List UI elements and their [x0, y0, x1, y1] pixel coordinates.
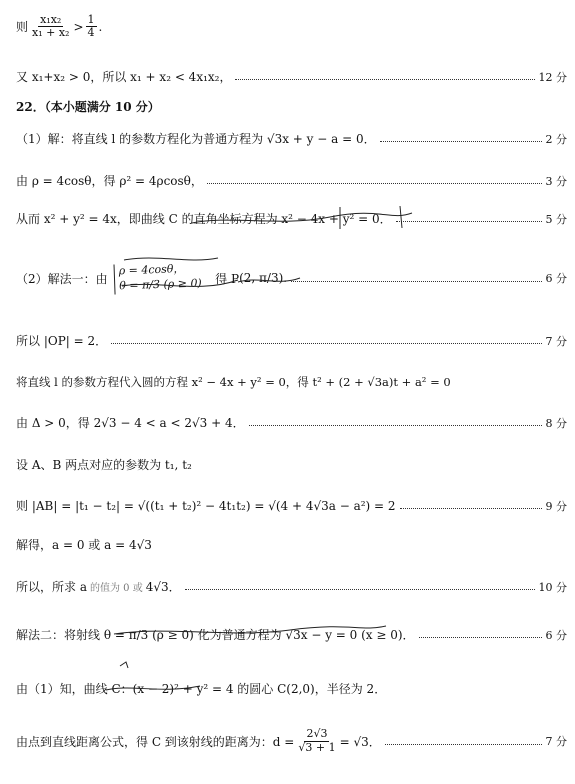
- line-14: [16, 578, 567, 595]
- line-11-text: 设 A、B 两点对应的参数为 t₁, t₂: [16, 458, 192, 472]
- line-17-a: 由点到直线距离公式，得 C 到该射线的距离为：d =: [16, 734, 295, 749]
- score-2: 2 分: [545, 132, 567, 146]
- leader-dots: [249, 425, 542, 426]
- line-11: [16, 456, 567, 473]
- line-17: [16, 724, 567, 758]
- score-9: 9 分: [545, 499, 567, 513]
- leader-dots: [400, 508, 542, 509]
- point-p: (2, π/3): [239, 271, 284, 285]
- line-17-b: = √3．: [339, 734, 381, 749]
- line-13: [16, 536, 567, 553]
- leader-dots: [385, 744, 542, 745]
- question-22-heading: [16, 98, 567, 115]
- line-2-text: 又 x₁+x₂ > 0，所以 x₁ + x₂ < 4x₁x₂，: [16, 70, 232, 84]
- leader-dots: [111, 343, 541, 344]
- leader-dots: [380, 141, 542, 142]
- line-13-text: 解得，a = 0 或 a = 4√3: [16, 538, 152, 552]
- equation-system: [113, 262, 202, 295]
- leader-dots: [291, 281, 541, 282]
- line-2: [16, 68, 567, 85]
- line-14-faint: 的值为 0 或: [89, 583, 143, 594]
- line-7-prefix: （2）解法一：由: [16, 271, 108, 286]
- leader-dots: [396, 221, 542, 222]
- fraction-1-numerator: x₁x₂: [40, 13, 62, 26]
- line-6-text: 从而 x² + y² = 4x，即曲线 C 的直角坐标方程为 x² − 4x + y² = 0．: [16, 212, 392, 226]
- fraction-1-denominator: x₁ + x₂: [32, 26, 70, 40]
- leader-dots: [419, 637, 542, 638]
- line-9-text: 将直线 l 的参数方程代入圆的方程 x² − 4x + y² = 0，得 t² + (2 + √3a)t + a² = 0: [16, 375, 451, 389]
- line-10: [16, 414, 567, 431]
- line-8-text: 所以 |OP| = 2．: [16, 334, 108, 348]
- line-15-text: 解法二：将射线 θ = π/3 (ρ ≥ 0) 化为普通方程为 √3x − y = 0 (x ≥ 0)．: [16, 628, 415, 642]
- score-6b: 6 分: [545, 628, 567, 642]
- line-4: [16, 130, 567, 147]
- system-row-1: ρ = 4cosθ，: [118, 262, 185, 278]
- score-7b: 7 分: [545, 735, 567, 748]
- line-9: [16, 374, 567, 390]
- line-7-end: .: [283, 271, 288, 285]
- line-16-text: 由（1）知，曲线 C：(x − 2)² + y² = 4 的圆心 C(2,0)，半径为 2．: [16, 682, 387, 696]
- line-1-prefix: 则: [16, 20, 29, 35]
- line-5-text: 由 ρ = 4cosθ，得 ρ² = 4ρcosθ，: [16, 174, 203, 188]
- score-5: 5 分: [545, 212, 567, 226]
- line-8: [16, 332, 567, 349]
- greater-than: >: [73, 19, 84, 34]
- fraction-1: [30, 14, 71, 39]
- fraction-2: [86, 14, 97, 39]
- line-7: [16, 256, 567, 300]
- score-10: 10 分: [538, 580, 567, 594]
- line-4-text: （1）解：将直线 l 的参数方程化为普通方程为 √3x + y − a = 0．: [16, 132, 376, 146]
- line-7-mid: 得 P: [215, 271, 240, 286]
- line-14-a: 所以，所求 a: [16, 580, 87, 594]
- score-8: 8 分: [545, 416, 567, 430]
- fraction-2-numerator: 1: [87, 13, 95, 26]
- line-1: [16, 14, 567, 39]
- line-1-end: .: [98, 19, 103, 34]
- distance-denominator: √3 + 1: [298, 740, 336, 754]
- line-16: [16, 680, 567, 697]
- score-3: 3 分: [545, 174, 567, 188]
- line-5: [16, 172, 567, 189]
- line-12-text: 则 |AB| = |t₁ − t₂| = √((t₁ + t₂)² − 4t₁t₂) = √(4 + 4√3a − a²) = 2: [16, 499, 396, 513]
- distance-numerator: 2√3: [306, 727, 328, 741]
- leader-dots: [185, 589, 535, 590]
- system-row-2: θ = π/3 (ρ ≥ 0): [118, 276, 202, 293]
- line-6: [16, 210, 567, 227]
- score-6: 6 分: [545, 272, 567, 285]
- leader-dots: [207, 183, 542, 184]
- score-12: 12 分: [538, 70, 567, 84]
- leader-dots: [235, 79, 534, 80]
- score-7: 7 分: [545, 334, 567, 348]
- line-12: [16, 497, 567, 514]
- line-10-text: 由 Δ > 0，得 2√3 − 4 < a < 2√3 + 4．: [16, 416, 245, 430]
- line-15: [16, 626, 567, 643]
- line-14-b: 4√3．: [145, 580, 181, 594]
- distance-fraction: [296, 728, 337, 753]
- question-22-title: 22．（本小题满分 10 分）: [16, 100, 160, 114]
- fraction-2-denominator: 4: [87, 26, 95, 40]
